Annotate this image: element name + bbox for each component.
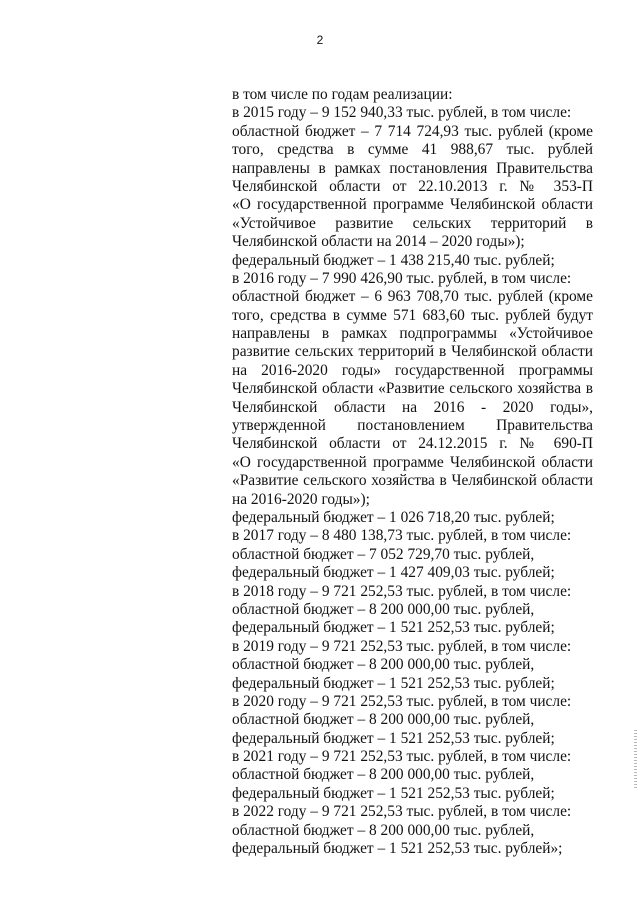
- text-line: того, средства в сумме 41 988,67 тыс. рублей: [232, 141, 593, 159]
- text-line: Челябинской области на 2014 – 2020 годы»);: [232, 233, 525, 251]
- text-line: «О государственной программе Челябинской области: [232, 196, 593, 214]
- text-line: федеральный бюджет – 1 521 252,53 тыс. рублей;: [232, 729, 555, 747]
- text-line: «Развитие сельского хозяйства в Челябинской области: [232, 472, 593, 490]
- text-line: в 2016 году – 7 990 426,90 тыс. рублей, в том числе:: [232, 269, 572, 287]
- text-line: областной бюджет – 8 200 000,00 тыс. рублей,: [232, 711, 535, 729]
- text-line: в 2017 году – 8 480 138,73 тыс. рублей, в том числе:: [232, 527, 572, 545]
- text-line: областной бюджет – 7 052 729,70 тыс. рублей,: [232, 545, 535, 563]
- scan-edge-marks: [634, 730, 637, 790]
- text-line: Челябинской области от 24.12.2015 г. № 690-П: [232, 435, 593, 453]
- text-line: Челябинской области от 22.10.2013 г. № 353-П: [232, 177, 593, 195]
- text-line: федеральный бюджет – 1 438 215,40 тыс. рублей;: [232, 251, 555, 269]
- text-line: утвержденной постановлением Правительства: [232, 417, 593, 435]
- text-line: областной бюджет – 6 963 708,70 тыс. рублей (кроме: [232, 288, 593, 306]
- text-line: на 2016-2020 годы»);: [232, 490, 370, 508]
- text-line: на 2016-2020 годы» государственной программы: [232, 361, 593, 379]
- text-line: областной бюджет – 8 200 000,00 тыс. рублей,: [232, 656, 535, 674]
- text-line: в том числе по годам реализации:: [232, 86, 453, 103]
- text-line: направлены в рамках подпрограммы «Устойчивое: [232, 325, 593, 343]
- text-line: в 2021 году – 9 721 252,53 тыс. рублей, в том числе:: [232, 748, 572, 766]
- text-line: федеральный бюджет – 1 521 252,53 тыс. рублей;: [232, 674, 555, 692]
- text-line: в 2019 году – 9 721 252,53 тыс. рублей, в том числе:: [232, 637, 572, 655]
- text-line: «О государственной программе Челябинской области: [232, 453, 593, 471]
- text-line: Челябинской области на 2016 - 2020 годы»,: [232, 398, 593, 416]
- text-line: областной бюджет – 7 714 724,93 тыс. рублей (кроме: [232, 122, 593, 140]
- text-line: «Устойчивое развитие сельских территорий в: [232, 214, 593, 232]
- text-line: федеральный бюджет – 1 521 252,53 тыс. рублей;: [232, 619, 555, 637]
- text-line: направлены в рамках постановления Правительства: [232, 159, 593, 177]
- text-line: в 2022 году – 9 721 252,53 тыс. рублей, в том числе:: [232, 803, 572, 821]
- text-line: областной бюджет – 8 200 000,00 тыс. рублей,: [232, 821, 535, 839]
- text-line: федеральный бюджет – 1 521 252,53 тыс. рублей;: [232, 784, 555, 802]
- text-line: областной бюджет – 8 200 000,00 тыс. рублей,: [232, 766, 535, 784]
- text-line: того, средства в сумме 571 683,60 тыс. рублей будут: [232, 306, 593, 324]
- body-text: [232, 86, 593, 858]
- text-line: в 2020 году – 9 721 252,53 тыс. рублей, в том числе:: [232, 692, 572, 710]
- text-line: в 2018 году – 9 721 252,53 тыс. рублей, в том числе:: [232, 582, 572, 600]
- text-line: развитие сельских территорий в Челябинской области: [232, 343, 593, 361]
- text-line: областной бюджет – 8 200 000,00 тыс. рублей,: [232, 600, 535, 618]
- page-number: 2: [316, 33, 324, 47]
- text-line: федеральный бюджет – 1 026 718,20 тыс. рублей;: [232, 508, 555, 526]
- text-line: Челябинской области «Развитие сельского хозяйства в: [232, 380, 593, 398]
- text-line: в 2015 году – 9 152 940,33 тыс. рублей, в том числе:: [232, 104, 572, 122]
- text-line: федеральный бюджет – 1 521 252,53 тыс. рублей»;: [232, 840, 563, 858]
- text-line: федеральный бюджет – 1 427 409,03 тыс. рублей;: [232, 564, 555, 582]
